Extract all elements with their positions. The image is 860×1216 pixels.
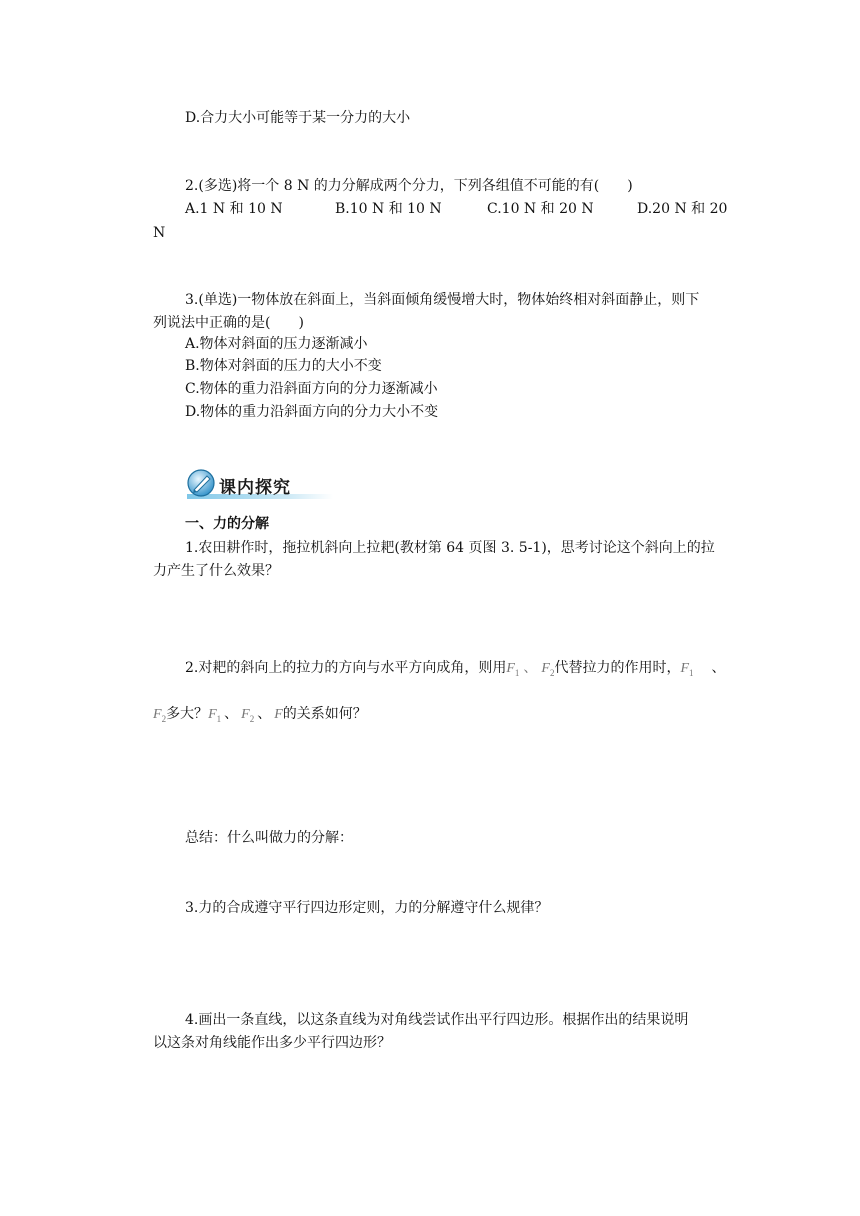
q4-explore-line1: 4.画出一条直线，以这条直线为对角线尝试作出平行四边形。根据作出的结果说明 <box>185 1012 689 1028</box>
q2-option-b: B.10 N 和 10 N <box>335 201 442 217</box>
q2-explore-line1: 2.对耙的斜向上的拉力的方向与水平方向成角，则用$F_1$ 、 $F_2$代替拉力的作用时，$F_1$ 、 <box>185 660 726 678</box>
q3-stem-line1: 3.(单选)一物体放在斜面上，当斜面倾角缓慢增大时，物体始终相对斜面静止，则下 <box>185 292 700 308</box>
q3-explore: 3.力的合成遵守平行四边形定则，力的分解遵守什么规律？ <box>185 900 549 916</box>
q3-option-c: C.物体的重力沿斜面方向的分力逐渐减小 <box>185 381 438 397</box>
f2-symbol: $F_2$ <box>153 707 167 724</box>
f-symbol: F <box>274 707 283 722</box>
f1-symbol: $F_1$ <box>680 661 694 678</box>
q4-explore-line2: 以这条对角线能作出多少平行四边形？ <box>153 1035 391 1051</box>
q1-option-d: D.合力大小可能等于某一分力的大小 <box>185 110 411 126</box>
q3-option-d: D.物体的重力沿斜面方向的分力大小不变 <box>185 404 439 420</box>
f2-symbol: $F_2$ <box>241 707 255 724</box>
q1-explore-line2: 力产生了什么效果？ <box>153 563 279 579</box>
summary-prompt: 总结：什么叫做力的分解： <box>185 830 353 846</box>
f2-symbol: $F_2$ <box>541 661 555 678</box>
f1-symbol: $F_1$ <box>208 707 222 724</box>
q2-option-a: A.1 N 和 10 N <box>185 201 283 217</box>
q3-stem-line2: 列说法中正确的是( ) <box>153 315 304 331</box>
q2-option-d-continued: N <box>153 225 166 241</box>
section-badge <box>183 468 333 502</box>
section1-heading: 一、力的分解 <box>185 516 269 532</box>
q3-option-a: A.物体对斜面的压力逐渐减小 <box>185 336 368 352</box>
q2-explore-line2: $F_2$多大？$F_1$ 、 $F_2$ 、 F的关系如何？ <box>153 706 367 724</box>
q2-stem: 2.(多选)将一个 8 N 的力分解成两个分力，下列各组值不可能的有( ) <box>185 178 633 194</box>
section-badge-title: 课内探究 <box>219 478 291 498</box>
q2-option-c: C.10 N 和 20 N <box>487 201 594 217</box>
q2-option-d: D.20 N 和 20 <box>637 201 728 217</box>
q3-option-b: B.物体对斜面的压力的大小不变 <box>185 358 382 374</box>
f1-symbol: $F_1$ <box>506 661 520 678</box>
q1-explore-line1: 1.农田耕作时，拖拉机斜向上拉耙(教材第 64 页图 3. 5-1)，思考讨论这个斜向上的拉 <box>185 540 715 556</box>
